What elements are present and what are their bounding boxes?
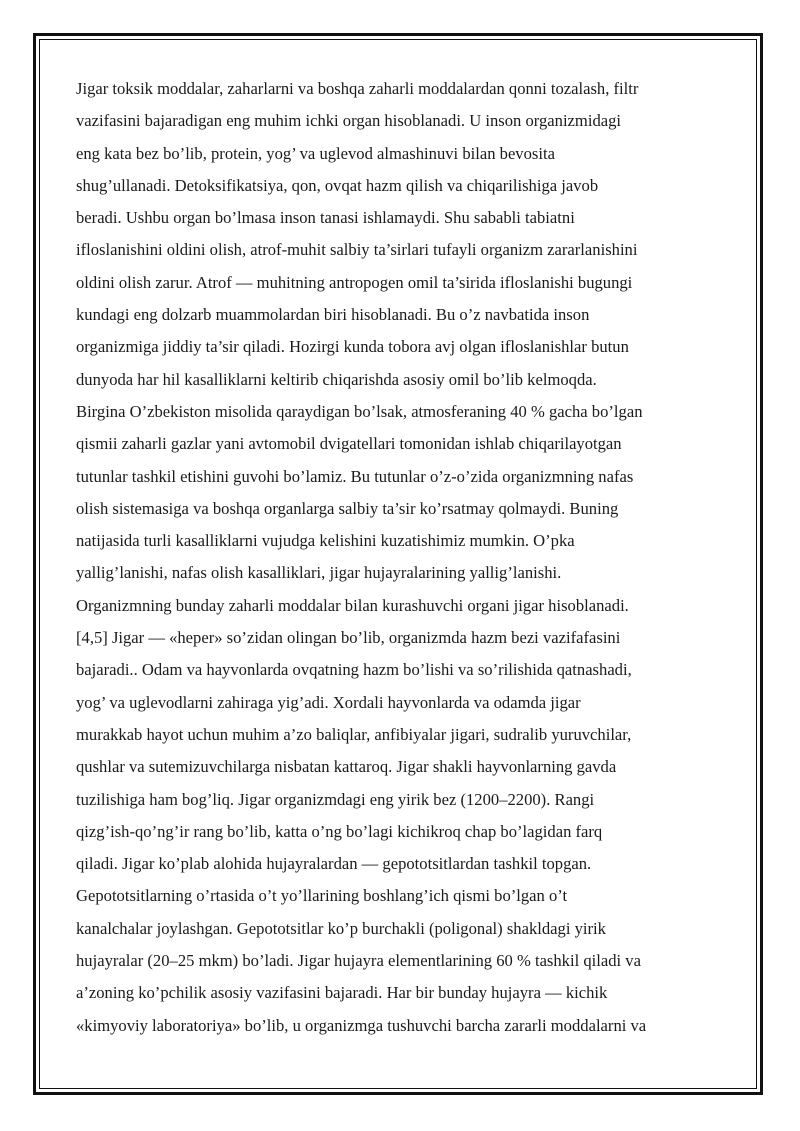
text-line: bajaradi.. Odam va hayvonlarda ovqatning hazm bo’lishi va so’rilishida qatnashadi, [76,660,632,680]
text-line: tuzilishiga ham bog’liq. Jigar organizmdagi eng yirik bez (1200–2200). Rangi [76,789,595,809]
text-line: a’zoning ko’pchilik asosiy vazifasini bajaradi. Har bir bunday hujayra — kichik [76,983,608,1003]
text-line: qismii zaharli gazlar yani avtomobil dvigatellari tomonidan ishlab chiqarilayotgan [76,434,622,454]
document-body [76,73,726,1042]
text-line: Birgina O’zbekiston misolida qaraydigan bo’lsak, atmosferaning 40 % gacha bo’lgan [76,401,643,421]
text-line: dunyoda har hil kasalliklarni keltirib chiqarishda asosiy omil bo’lib kelmoqda. [76,369,597,389]
text-line: murakkab hayot uchun muhim a’zo baliqlar, anfibiyalar jigari, sudralib yuruvchilar, [76,724,632,744]
text-line: [4,5] Jigar — «heper» so’zidan olingan bo’lib, organizmda hazm bezi vazifafasini [76,628,621,648]
text-line: yog’ va uglevodlarni zahiraga yig’adi. Xordali hayvonlarda va odamda jigar [76,692,581,712]
text-line: eng kata bez bo’lib, protein, yog’ va uglevod almashinuvi bilan bevosita [76,143,555,163]
text-line: shug’ullanadi. Detoksifikatsiya, qon, ovqat hazm qilish va chiqarilishiga javob [76,175,599,195]
text-line: yallig’lanishi, nafas olish kasalliklari, jigar hujayralarining yallig’lanishi. [76,563,562,583]
text-line: olish sistemasiga va boshqa organlarga salbiy ta’sir ko’rsatmay qolmaydi. Buning [76,498,619,518]
text-line: Gepototsitlarning o’rtasida o’t yo’llarining boshlang’ich qismi bo’lgan o’t [76,886,568,906]
text-line: kundagi eng dolzarb muammolardan biri hisoblanadi. Bu o’z navbatida inson [76,305,590,325]
text-line: qiladi. Jigar ko’plab alohida hujayralardan — gepototsitlardan tashkil topgan. [76,854,592,874]
text-line: oldini olish zarur. Atrof — muhitning antropogen omil ta’sirida ifloslanishi bugungi [76,272,633,292]
text-line: Organizmning bunday zaharli moddalar bilan kurashuvchi organi jigar hisoblanadi. [76,595,629,615]
text-line: Jigar toksik moddalar, zaharlarni va boshqa zaharli moddalardan qonni tozalash, filtr [76,79,639,98]
text-line: organizmiga jiddiy ta’sir qiladi. Hozirgi kunda tobora avj olgan ifloslanishlar butun [76,337,629,357]
text-line: tutunlar tashkil etishini guvohi bo’lamiz. Bu tutunlar o’z-o’zida organizmning nafas [76,466,634,486]
text-line: ifloslanishini oldini olish, atrof-muhit salbiy ta’sirlari tufayli organizm zararlanishini [76,240,638,260]
text-line: qushlar va sutemizuvchilarga nisbatan kattaroq. Jigar shakli hayvonlarning gavda [76,757,617,777]
text-line: natijasida turli kasalliklarni vujudga kelishini kuzatishimiz mumkin. O’pka [76,531,575,551]
text-line: qizg’ish-qo’ng’ir rang bo’lib, katta o’ng bo’lagi kichikroq chap bo’lagidan farq [76,821,603,841]
text-line: «kimyoviy laboratoriya» bo’lib, u organizmga tushuvchi barcha zararli moddalarni va [76,1015,647,1035]
text-line: beradi. Ushbu organ bo’lmasa inson tanasi ishlamaydi. Shu sababli tabiatni [76,208,575,228]
text-line: hujayralar (20–25 mkm) bo’ladi. Jigar hujayra elementlarining 60 % tashkil qiladi va [76,951,641,971]
text-line: vazifasini bajaradigan eng muhim ichki organ hisoblanadi. U inson organizmidagi [76,111,622,131]
text-line: kanalchalar joylashgan. Gepototsitlar ko’p burchakli (poligonal) shakldagi yirik [76,918,606,938]
